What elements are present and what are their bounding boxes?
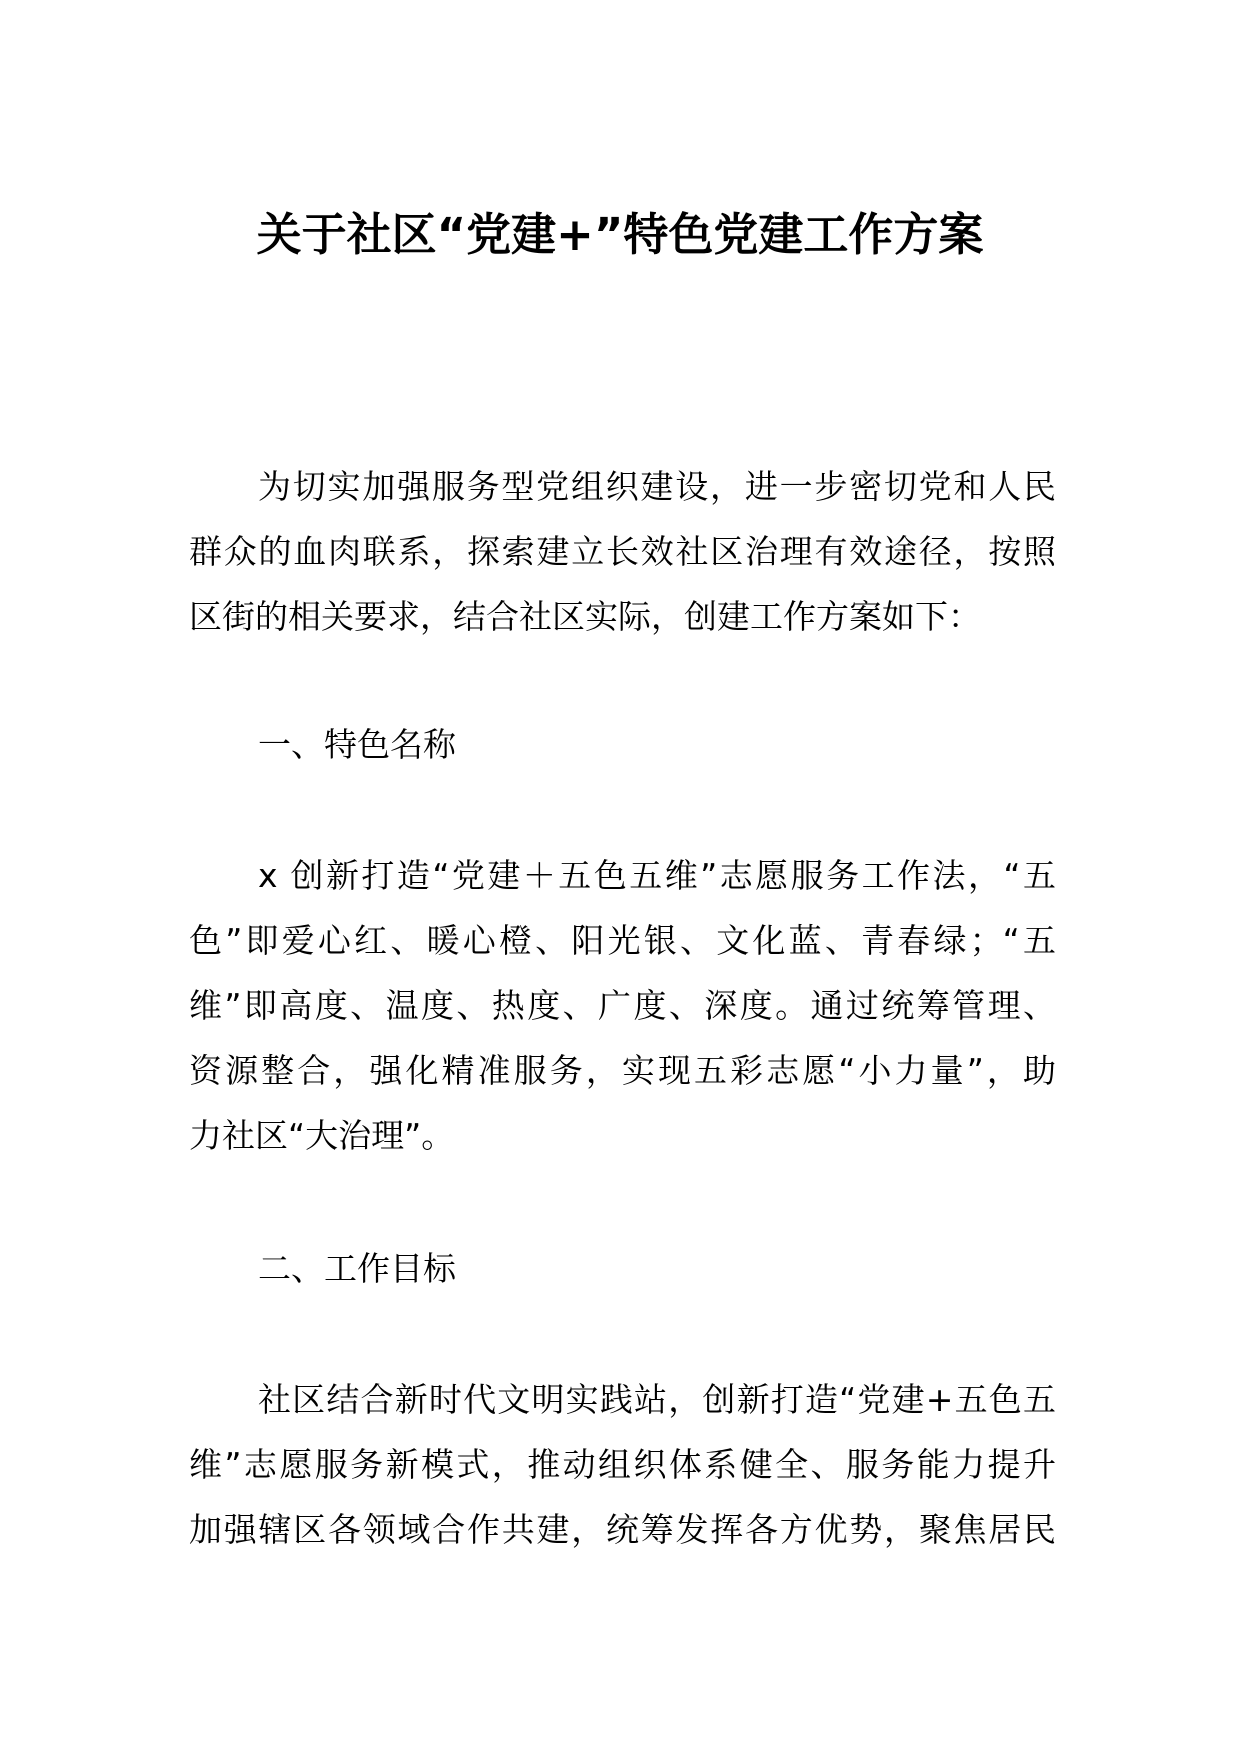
feature-name-paragraph [189,843,1056,1168]
paragraph-line: 群众的血肉联系，探索建立长效社区治理有效途径，按照 [189,532,1056,571]
paragraph-line: 为切实加强服务型党组织建设，进一步密切党和人民 [258,467,1056,506]
section-heading-1: 一、特色名称 [258,725,456,764]
document-title: 关于社区“党建+”特色党建工作方案 [256,208,984,261]
work-goal-paragraph [189,1367,1056,1562]
section-heading-2: 二、工作目标 [258,1249,456,1288]
paragraph-line: 色”即爱心红、暖心橙、阳光银、文化蓝、青春绿；“五 [189,921,1056,960]
intro-paragraph [189,454,1056,649]
paragraph-line: x 创新打造“党建＋五色五维”志愿服务工作法，“五 [258,856,1056,895]
paragraph-line: 维”即高度、温度、热度、广度、深度。通过统筹管理、 [189,986,1056,1025]
paragraph-line: 加强辖区各领域合作共建，统筹发挥各方优势，聚焦居民 [189,1510,1056,1549]
paragraph-line: 区街的相关要求，结合社区实际，创建工作方案如下： [189,597,981,636]
paragraph-line: 社区结合新时代文明实践站，创新打造“党建+五色五 [258,1380,1056,1419]
paragraph-line: 维”志愿服务新模式，推动组织体系健全、服务能力提升 [189,1445,1056,1484]
paragraph-line: 资源整合，强化精准服务，实现五彩志愿“小力量”，助 [189,1051,1056,1090]
paragraph-line: 力社区“大治理”。 [189,1116,455,1155]
